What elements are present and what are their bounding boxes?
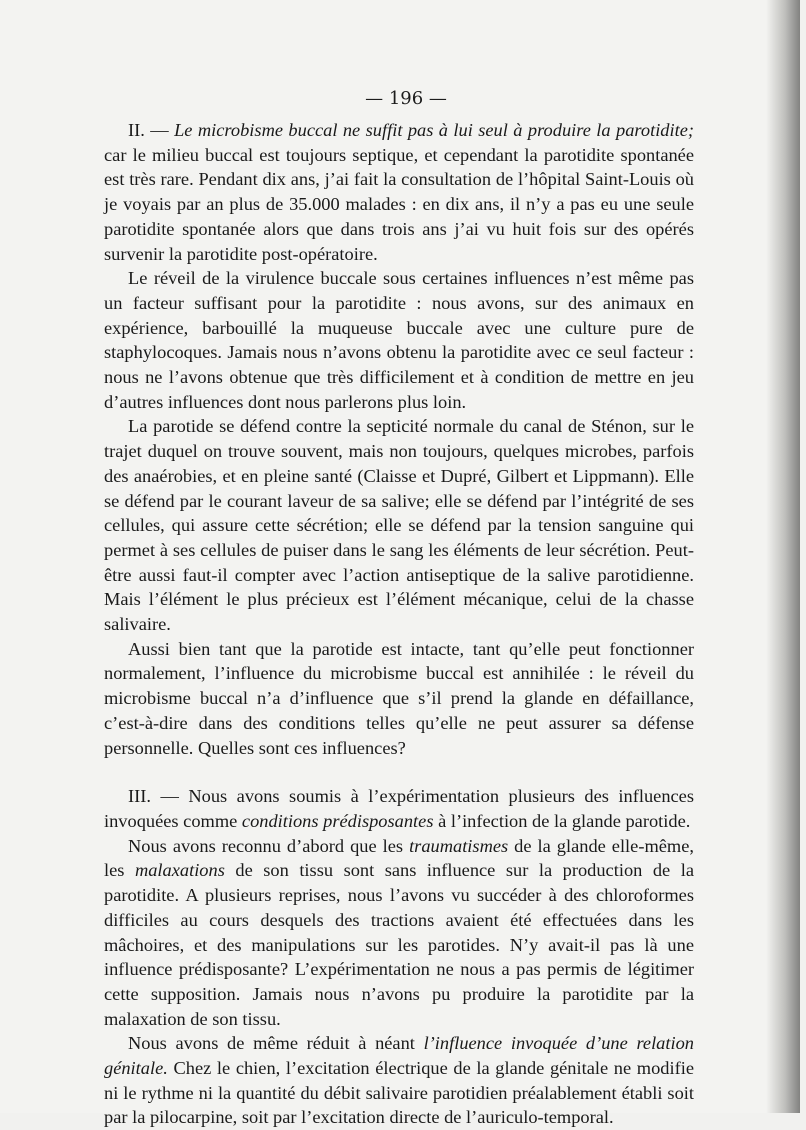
text-run: II. — xyxy=(128,120,175,140)
paragraph xyxy=(104,834,694,1032)
text-run: Nous avons reconnu d’abord que les xyxy=(128,835,410,856)
text-run: La parotide se défend contre la septicité normale du canal de Sténon, sur le trajet duquel on trouve souvent, mais non toujours, quelques microbes, parfois des anaérobies, et en pleine santé (Claisse et Dupré, Gilbert et Lippmann). Elle se défend par le courant laveur de sa salive; elle se défend par l’intégrité de ses cellules, qui assure cette sécrétion; elle se défend par la tension sanguine qui permet à ses cellules de puiser dans le sang les éléments de leur sécrétion. Peut-être aussi faut-il compter avec l’action antiseptique de la salive parotidienne. Mais l’élément le plus précieux est l’élément mécanique, celui de la chasse salivaire. xyxy=(104,416,694,635)
text-run: de la glande elle-même, les xyxy=(104,835,694,881)
page-edge-shadow xyxy=(766,0,800,1113)
text-run: Nous avons de même réduit à néant xyxy=(128,1033,424,1054)
paragraph xyxy=(104,1031,694,1130)
italic-run: Le microbisme buccal ne suffit pas à lui seul à produire la parotidite; xyxy=(174,120,695,140)
text-run: III. — Nous avons soumis à l’expérimentation plusieurs des influences invoquées comme xyxy=(104,786,694,831)
text-run: de son tissu sont sans influence sur la production de la parotidite. A plusieurs reprises, nous l’avons vu succéder à des chloroformes difficiles au cours desquels des tractions avaient été effectuées dans les mâchoires, et des manipulations sur les parotides. N’y avait-il pas là une influence prédisposante? L’expérimentation ne nous a pas permis de légitimer cette supposition. Jamais nous n’avons pu produire la parotidite par la malaxation de son tissu. xyxy=(104,860,694,1029)
italic-run: conditions prédisposantes xyxy=(241,810,434,831)
page-number: — 196 — xyxy=(365,88,447,109)
paragraph xyxy=(104,784,694,833)
italic-run: traumatismes xyxy=(409,835,509,856)
text-run: Le réveil de la virulence buccale sous certaines influences n’est même pas un facteur suffisant pour la parotidite : nous avons, sur des animaux en expérience, barbouillé la muqueuse buccale avec une culture pure de staphylocoques. Jamais nous n’avons obtenu la parotidite avec ce seul facteur : nous ne l’avons obtenue que très difficilement et à condition de mettre en jeu d’autres influences dont nous parlerons plus loin. xyxy=(104,268,694,412)
italic-run: l’influence invoquée d’une relation génitale. xyxy=(104,1033,694,1079)
paragraph xyxy=(104,637,694,761)
body-text xyxy=(104,118,694,1130)
text-run: car le milieu buccal est toujours septique, et cependant la parotidite spontanée est très rare. Pendant dix ans, j’ai fait la consultation de l’hôpital Saint-Louis où je voyais par an plus de 35.000 malades : en dix ans, il n’y a pas eu une seule parotidite spontanée alors que dans trois ans j’ai vu huit fois sur des opérés survenir la parotidite post-opératoire. xyxy=(104,144,694,264)
italic-run: malaxations xyxy=(134,860,225,881)
paragraph xyxy=(104,414,694,636)
text-run: Chez le chien, l’excitation électrique de la glande génitale ne modifie ni le rythme ni la quantité du débit salivaire parotidien préalablement établi soit par la pilocarpine, soit par l’excitation directe de l’auriculo-temporal. xyxy=(104,1058,694,1128)
text-run: Aussi bien tant que la parotide est intacte, tant qu’elle peut fonctionner normalement, l’influence du microbisme buccal est annihilée : le réveil du microbisme buccal n’a d’influence que s’il prend la glande en défaillance, c’est-à-dire dans des conditions telles qu’elle ne peut assurer sa défense personnelle. Quelles sont ces influences? xyxy=(104,638,694,758)
paragraph xyxy=(104,118,694,266)
section-gap xyxy=(104,760,694,784)
text-run: à l’infection de la glande parotide. xyxy=(433,810,691,831)
paragraph xyxy=(104,266,694,414)
